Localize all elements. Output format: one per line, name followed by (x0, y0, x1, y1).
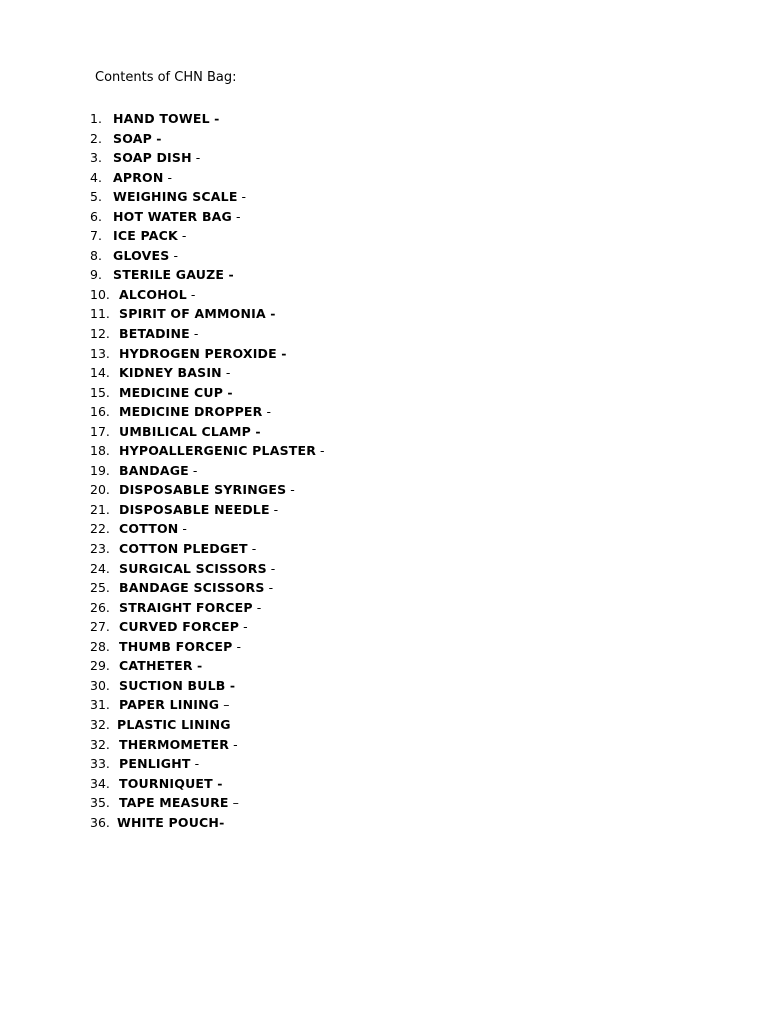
item-number: 18. (90, 443, 110, 459)
list-item (90, 539, 325, 559)
item-number: 21. (90, 501, 110, 517)
list-item (90, 422, 325, 442)
item-suffix: - (266, 560, 276, 576)
item-name: SOAP (113, 130, 152, 146)
item-suffix: - (229, 736, 238, 752)
item-number: 29. (90, 658, 110, 674)
item-number: 7. (90, 228, 102, 244)
item-number: 36. (90, 814, 110, 830)
item-number: 26. (90, 599, 110, 615)
item-number: 28. (90, 638, 110, 654)
item-name: BETADINE (119, 326, 190, 342)
list-item (90, 813, 325, 833)
item-number: 4. (90, 169, 102, 185)
item-name: TOURNIQUET (119, 775, 213, 791)
item-suffix: - (219, 814, 225, 830)
list-item (90, 285, 325, 305)
item-number: 10. (90, 286, 110, 302)
item-name: PAPER LINING (119, 697, 220, 713)
item-number: 35. (90, 795, 110, 811)
item-name: PLASTIC LINING (117, 716, 231, 732)
item-name: MEDICINE CUP (119, 384, 224, 400)
item-name: THUMB FORCEP (119, 638, 233, 654)
list-item (90, 168, 325, 188)
item-suffix: - (223, 384, 233, 400)
item-name: DISPOSABLE SYRINGES (119, 482, 287, 498)
document-title: Contents of CHN Bag: (95, 70, 237, 85)
item-suffix: - (232, 638, 242, 654)
list-item (90, 129, 325, 149)
list-item (90, 246, 325, 266)
list-item (90, 519, 325, 539)
item-number: 23. (90, 541, 110, 557)
item-suffix: - (190, 756, 200, 772)
list-item (90, 676, 325, 696)
item-suffix: - (189, 326, 199, 342)
item-name: GLOVES (113, 247, 170, 263)
item-suffix: - (264, 580, 274, 596)
item-name: SUCTION BULB (119, 677, 226, 693)
item-suffix: - (316, 443, 325, 459)
list-item (90, 363, 325, 383)
item-suffix: - (252, 599, 262, 615)
list-item (90, 598, 325, 618)
item-name: SOAP DISH (113, 150, 192, 166)
item-suffix: – (219, 697, 230, 713)
item-name: KIDNEY BASIN (119, 365, 222, 381)
item-number: 30. (90, 677, 110, 693)
item-name: APRON (113, 169, 164, 185)
list-item (90, 344, 325, 364)
item-number: 8. (90, 247, 102, 263)
item-number: 13. (90, 345, 110, 361)
item-name: COTTON PLEDGET (119, 541, 248, 557)
list-item (90, 637, 325, 657)
item-name: WHITE POUCH (117, 814, 220, 830)
item-suffix: - (276, 345, 287, 361)
item-name: CATHETER (119, 658, 193, 674)
item-number: 32. (90, 736, 110, 752)
item-name: HOT WATER BAG (113, 208, 233, 224)
item-number: 17. (90, 423, 110, 439)
item-suffix: - (265, 306, 276, 322)
item-number: 34. (90, 775, 110, 791)
item-name: COTTON (119, 521, 179, 537)
item-suffix: - (262, 404, 271, 420)
item-number: 20. (90, 482, 110, 498)
item-name: UMBILICAL CLAMP (119, 423, 251, 439)
contents-list (90, 109, 325, 832)
item-number: 22. (90, 521, 110, 537)
item-name: PENLIGHT (119, 756, 191, 772)
item-name: SPIRIT OF AMMONIA (119, 306, 266, 322)
list-item (90, 207, 325, 227)
item-number: 5. (90, 189, 102, 205)
item-suffix: - (186, 286, 196, 302)
item-suffix: - (177, 228, 187, 244)
item-suffix: - (239, 619, 248, 635)
item-number: 27. (90, 619, 110, 635)
item-name: BANDAGE SCISSORS (119, 580, 265, 596)
item-number: 6. (90, 208, 102, 224)
list-item (90, 656, 325, 676)
item-name: STRAIGHT FORCEP (119, 599, 253, 615)
list-item (90, 559, 325, 579)
item-name: HYDROGEN PEROXIDE (119, 345, 277, 361)
list-item (90, 578, 325, 598)
list-item (90, 187, 325, 207)
item-suffix: - (212, 775, 223, 791)
item-name: THERMOMETER (119, 736, 230, 752)
item-number: 14. (90, 365, 110, 381)
item-suffix: - (232, 208, 241, 224)
item-suffix: - (286, 482, 295, 498)
item-suffix: - (237, 189, 247, 205)
list-item (90, 695, 325, 715)
item-suffix: - (163, 169, 173, 185)
item-suffix: - (209, 111, 220, 126)
item-number: 32. (90, 716, 110, 732)
item-suffix: - (224, 267, 234, 283)
list-item (90, 617, 325, 637)
item-number: 24. (90, 560, 110, 576)
item-suffix: - (221, 365, 231, 381)
list-item (90, 441, 325, 461)
item-suffix: - (188, 462, 198, 478)
item-name: SURGICAL SCISSORS (119, 560, 267, 576)
item-number: 19. (90, 462, 110, 478)
item-suffix: - (191, 150, 201, 166)
item-name: STERILE GAUZE (113, 267, 225, 283)
list-item (90, 109, 325, 129)
item-name: BANDAGE (119, 462, 189, 478)
item-number: 3. (90, 150, 102, 166)
item-name: HYPOALLERGENIC PLASTER (119, 443, 317, 459)
list-item (90, 715, 325, 735)
item-suffix: - (247, 541, 257, 557)
item-suffix: - (151, 130, 162, 146)
list-item (90, 304, 325, 324)
item-number: 16. (90, 404, 110, 420)
list-item (90, 500, 325, 520)
list-item (90, 324, 325, 344)
list-item (90, 402, 325, 422)
list-item (90, 754, 325, 774)
list-item (90, 148, 325, 168)
list-item (90, 461, 325, 481)
item-number: 33. (90, 756, 110, 772)
item-number: 25. (90, 580, 110, 596)
item-name: ICE PACK (113, 228, 178, 244)
item-suffix: - (269, 501, 279, 517)
item-suffix: - (250, 423, 261, 439)
item-number: 11. (90, 306, 110, 322)
list-item (90, 265, 325, 285)
item-number: 1. (90, 111, 102, 126)
item-name: ALCOHOL (119, 286, 187, 302)
list-item (90, 226, 325, 246)
item-name: DISPOSABLE NEEDLE (119, 501, 270, 517)
item-number: 15. (90, 384, 110, 400)
item-name: HAND TOWEL (113, 111, 210, 126)
item-suffix: - (178, 521, 187, 537)
list-item (90, 480, 325, 500)
item-name: MEDICINE DROPPER (119, 404, 263, 420)
list-item (90, 793, 325, 813)
item-suffix: - (192, 658, 203, 674)
list-item (90, 774, 325, 794)
item-number: 2. (90, 130, 102, 146)
item-number: 12. (90, 326, 110, 342)
item-name: WEIGHING SCALE (113, 189, 238, 205)
list-item (90, 383, 325, 403)
item-number: 31. (90, 697, 110, 713)
item-number: 9. (90, 267, 102, 283)
item-name: CURVED FORCEP (119, 619, 240, 635)
item-suffix: - (225, 677, 236, 693)
item-suffix: – (228, 795, 239, 811)
item-name: TAPE MEASURE (119, 795, 229, 811)
list-item (90, 735, 325, 755)
item-suffix: - (169, 247, 178, 263)
